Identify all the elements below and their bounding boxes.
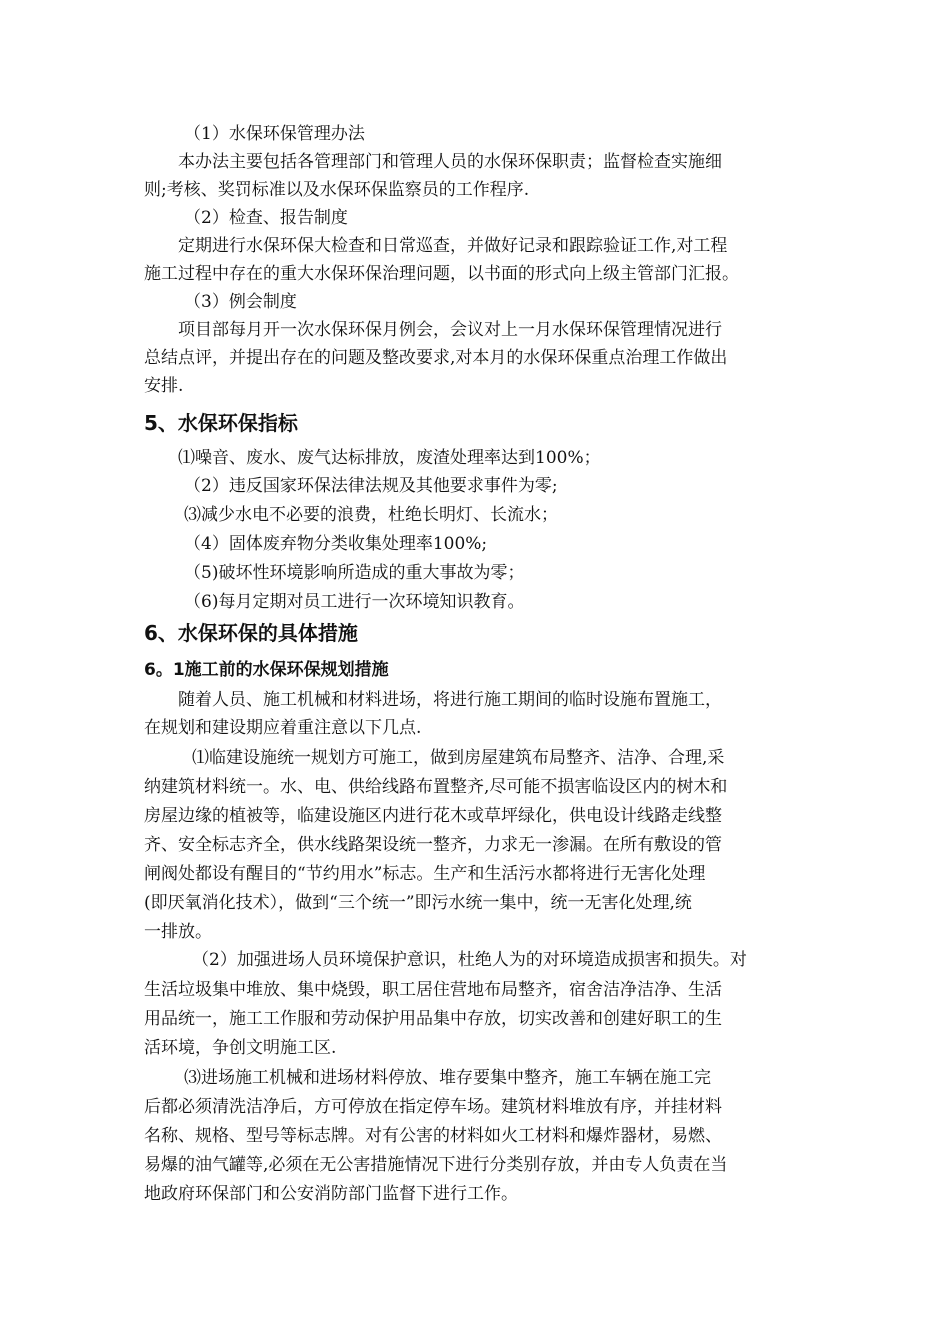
paragraph-line: 一排放。 [144, 922, 212, 942]
paragraph-line: (即厌氧消化技术），做到“三个统一”即污水统一集中，统一无害化处理,统 [144, 893, 692, 913]
list-item: ⑶减少水电不必要的浪费，杜绝长明灯、长流水； [184, 505, 558, 525]
list-item: ⑴噪音、废水、废气达标排放，废渣处理率达到100%； [178, 448, 601, 468]
paragraph-line: 用品统一，施工工作服和劳动保护用品集中存放，切实改善和创建好职工的生 [144, 1009, 722, 1029]
paragraph-line: 房屋边缘的植被等，临建设施区内进行花木或草坪绿化，供电设计线路走线整 [144, 806, 722, 826]
paragraph-line: 施工过程中存在的重大水保环保治理问题，以书面的形式向上级主管部门汇报。 [144, 264, 739, 284]
subsection-heading: （3）例会制度 [184, 292, 297, 312]
paragraph-line: 定期进行水保环保大检查和日常巡查，并做好记录和跟踪验证工作,对工程 [178, 236, 728, 256]
paragraph-line: 随着人员、施工机械和材料进场，将进行施工期间的临时设施布置施工， [178, 690, 722, 710]
section-heading: 6、水保环保的具体措施 [144, 621, 358, 645]
paragraph-line: 则;考核、奖罚标准以及水保环保监察员的工作程序. [144, 180, 530, 200]
paragraph-line: 后都必须清洗洁净后，方可停放在指定停车场。建筑材料堆放有序，并挂材料 [144, 1097, 722, 1117]
paragraph-line: 在规划和建设期应着重注意以下几点. [144, 718, 422, 738]
list-item: （5)破坏性环境影响所造成的重大事故为零； [184, 563, 525, 583]
paragraph-line: 项目部每月开一次水保环保月例会，会议对上一月水保环保管理情况进行 [178, 320, 722, 340]
paragraph-line: 本办法主要包括各管理部门和管理人员的水保环保职责；监督检查实施细 [178, 152, 722, 172]
paragraph-line: （2）加强进场人员环境保护意识，杜绝人为的对环境造成损害和损失。对 [192, 950, 747, 970]
paragraph-line: 易爆的油气罐等,必须在无公害措施情况下进行分类别存放，并由专人负责在当 [144, 1155, 728, 1175]
paragraph-line: 名称、规格、型号等标志牌。对有公害的材料如火工材料和爆炸器材，易燃、 [144, 1126, 722, 1146]
paragraph-line: 纳建筑材料统一。水、电、供给线路布置整齐,尽可能不损害临设区内的树木和 [144, 777, 728, 797]
paragraph-line: 活环境，争创文明施工区. [144, 1038, 337, 1058]
paragraph-line: ⑴临建设施统一规划方可施工，做到房屋建筑布局整齐、洁净、合理,采 [192, 748, 725, 768]
paragraph-line: 生活垃圾集中堆放、集中烧毁，职工居住营地布局整齐，宿舍洁净洁净、生活 [144, 980, 722, 1000]
subsection-title: 6。1施工前的水保环保规划措施 [144, 660, 389, 680]
paragraph-line: 地政府环保部门和公安消防部门监督下进行工作。 [144, 1184, 518, 1204]
list-item: （2）违反国家环保法律法规及其他要求事件为零; [184, 476, 558, 496]
section-heading: 5、水保环保指标 [144, 411, 298, 435]
paragraph-line: 齐、安全标志齐全，供水线路架设统一整齐，力求无一渗漏。在所有敷设的管 [144, 835, 722, 855]
list-item: （4）固体废弃物分类收集处理率100%; [184, 534, 488, 554]
list-item: （6)每月定期对员工进行一次环境知识教育。 [184, 592, 525, 612]
subsection-heading: （1）水保环保管理办法 [184, 124, 365, 144]
paragraph-line: ⑶进场施工机械和进场材料停放、堆存要集中整齐，施工车辆在施工完 [184, 1068, 711, 1088]
paragraph-line: 总结点评，并提出存在的问题及整改要求,对本月的水保环保重点治理工作做出 [144, 348, 728, 368]
paragraph-line: 安排. [144, 376, 184, 396]
subsection-heading: （2）检查、报告制度 [184, 208, 348, 228]
paragraph-line: 闸阀处都设有醒目的“节约用水”标志。生产和生活污水都将进行无害化处理 [144, 864, 706, 884]
